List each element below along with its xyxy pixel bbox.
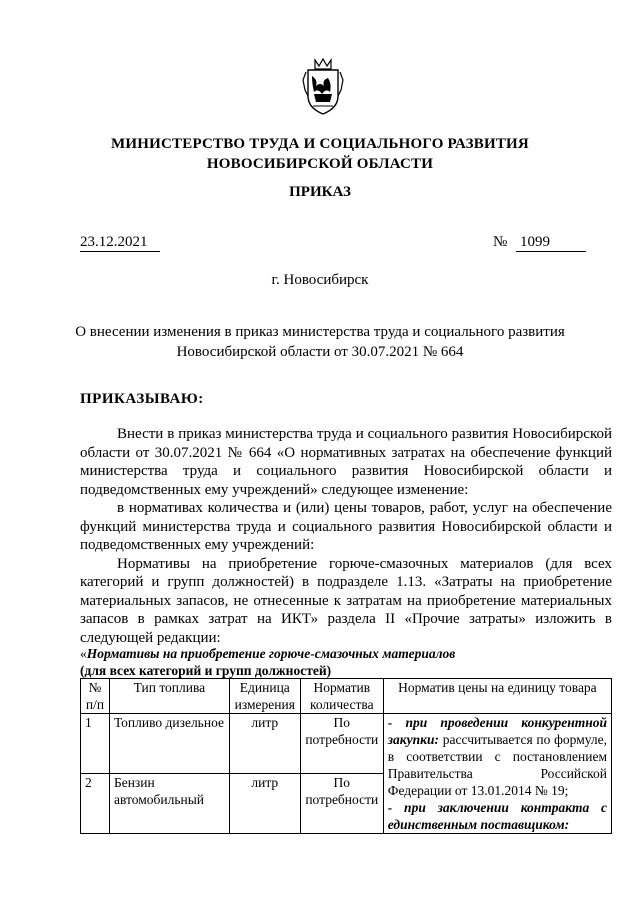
- header-fuel-type: Тип топлива: [109, 679, 229, 714]
- table-header-row: [81, 679, 612, 714]
- header-unit: Единица измерения: [229, 679, 300, 714]
- city: г. Новосибирск: [271, 272, 369, 288]
- paragraph-3: Нормативы на приобретение горюче-смазочных материалов (для всех категорий и групп должностей) в подразделе 1.13. «Затраты на приобретение материальных запасов, не отнесенные к затратам на приобретение материальных запасов в рамках затрат на ИКТ» раздела II «Прочие затраты» изложить в следующей редакции:: [80, 555, 612, 646]
- row-num: 1: [81, 714, 110, 774]
- single-supplier-label: - при заключении контракта с единственным поставщиком:: [387, 800, 607, 832]
- table-caption: [80, 645, 612, 679]
- norms-table: [80, 678, 612, 834]
- row-fuel: Бензин автомобильный: [109, 774, 229, 834]
- caption-title: Нормативы на приобретение горюче-смазочных материалов: [86, 646, 456, 661]
- ministry-name-line1: МИНИСТЕРСТВО ТРУДА И СОЦИАЛЬНОГО РАЗВИТИЯ: [111, 136, 529, 152]
- paragraph-2: в нормативах количества и (или) цены товаров, работ, услуг на обеспечение функций министерства труда и социального развития Новосибирской области и подведомственных ему учреждений:: [80, 500, 612, 553]
- row-unit: литр: [229, 714, 300, 774]
- header-num: № п/п: [81, 679, 110, 714]
- price-norm-cell: [383, 714, 611, 834]
- order-body: [80, 425, 612, 647]
- document-type: ПРИКАЗ: [289, 184, 351, 200]
- row-quantity: По потребности: [300, 774, 383, 834]
- row-quantity: По потребности: [300, 714, 383, 774]
- row-num: 2: [81, 774, 110, 834]
- order-number-label: №: [493, 234, 508, 250]
- order-number: 1099: [516, 233, 586, 252]
- coat-of-arms-icon: [300, 56, 346, 116]
- order-word: ПРИКАЗЫВАЮ:: [80, 391, 204, 407]
- ministry-name-line2: НОВОСИБИРСКОЙ ОБЛАСТИ: [206, 156, 434, 172]
- competitive-text: рассчитывается по формуле, в соответствии с постановлением Правительства Российской Федерации от 13.01.2014 № 19;: [387, 732, 607, 798]
- caption-subtitle: (для всех категорий и групп должностей): [80, 663, 332, 678]
- header-price: Норматив цены на единицу товара: [383, 679, 611, 714]
- order-subject: О внесении изменения в приказ министерства труда и социального развития Новосибирской области от 30.07.2021 № 664: [75, 324, 565, 360]
- row-fuel: Топливо дизельное: [109, 714, 229, 774]
- caption-quote: «: [80, 646, 87, 661]
- header-quantity: Норматив количества: [300, 679, 383, 714]
- table-row: [81, 714, 612, 774]
- row-unit: литр: [229, 774, 300, 834]
- paragraph-1: Внести в приказ министерства труда и социального развития Новосибирской области от 30.07.2021 № 664 «О нормативных затратах на обеспечение функций министерства труда и социального развития Новосибирской области и подведомственных ему учреждений» следующее изменение:: [80, 426, 612, 498]
- order-date: 23.12.2021: [80, 233, 160, 252]
- competitive-label: - при проведении конкурентной закупки:: [387, 715, 607, 747]
